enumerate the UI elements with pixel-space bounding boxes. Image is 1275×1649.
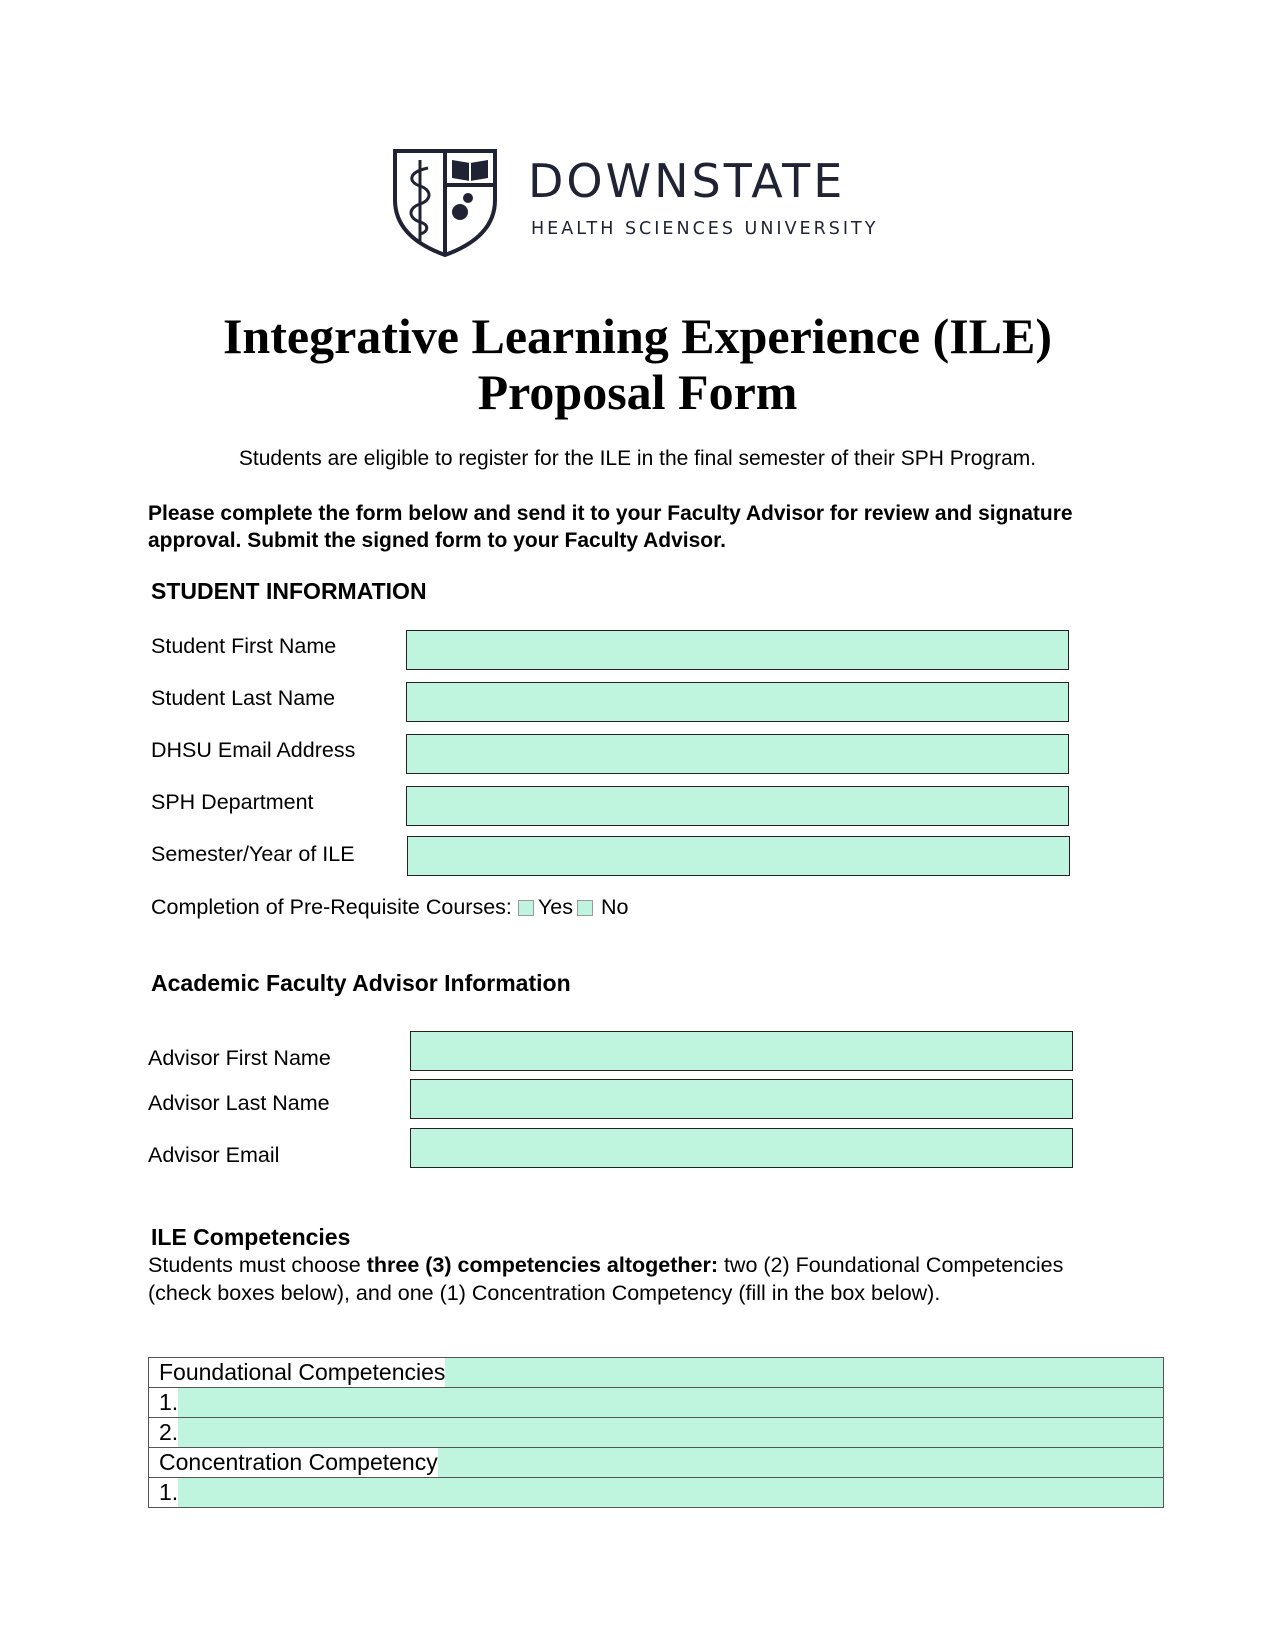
instructions: Please complete the form below and send it to your Faculty Advisor for review and signature approval. Submit the signed form to your Faculty Advisor. (148, 502, 1073, 552)
prereq-label: Completion of Pre-Requisite Courses: (151, 895, 512, 919)
advisor-info-heading: Academic Faculty Advisor Information (151, 970, 571, 996)
table-row (149, 1358, 1164, 1388)
advisor-email-field[interactable] (410, 1128, 1073, 1168)
logo-subtitle: HEALTH SCIENCES UNIVERSITY (531, 219, 879, 239)
student-last-name-field[interactable] (406, 682, 1069, 722)
table-row (149, 1388, 1164, 1418)
prereq-row (151, 895, 628, 920)
student-first-name-label: Student First Name (151, 634, 337, 658)
foundational-competency-2-field[interactable] (178, 1418, 1163, 1447)
table-row (149, 1448, 1164, 1478)
concentration-competency-1-field[interactable] (178, 1478, 1163, 1507)
prereq-yes-label: Yes (537, 895, 573, 919)
advisor-last-name-label: Advisor Last Name (148, 1091, 330, 1115)
foundational-competency-1-field[interactable] (178, 1388, 1163, 1417)
department-field[interactable] (406, 786, 1069, 826)
foundational-item-number: 2. (149, 1418, 178, 1447)
email-address-label: DHSU Email Address (151, 738, 356, 762)
eligibility-note: Students are eligible to register for the ILE in the final semester of their SPH Program. (238, 447, 1037, 470)
student-first-name-field[interactable] (406, 630, 1069, 670)
semester-year-label: Semester/Year of ILE (151, 842, 355, 866)
advisor-first-name-label: Advisor First Name (148, 1046, 331, 1070)
form-title-line2: Proposal Form (477, 364, 798, 420)
student-last-name-label: Student Last Name (151, 686, 336, 710)
competencies-table (148, 1357, 1164, 1508)
semester-year-field[interactable] (407, 836, 1070, 876)
logo-wordmark: DOWNSTATE (528, 154, 846, 208)
concentration-item-number: 1. (149, 1478, 178, 1507)
department-label: SPH Department (151, 790, 314, 814)
advisor-email-label: Advisor Email (148, 1143, 280, 1167)
concentration-header: Concentration Competency (149, 1448, 438, 1477)
competencies-instructions (148, 1251, 1068, 1307)
prereq-no-checkbox[interactable] (577, 900, 593, 916)
competencies-intro-bold: three (3) competencies altogether: (366, 1253, 718, 1277)
form-title-line1: Integrative Learning Experience (ILE) (222, 308, 1053, 364)
competencies-intro-text: Students must choose (148, 1253, 367, 1277)
concentration-header-fill (438, 1448, 1163, 1477)
competencies-intro-rest: two (2) Foundational Competencies (check boxes below), and one (1) Concentration Competency (fill in the box below). (148, 1253, 1064, 1305)
student-info-heading: STUDENT INFORMATION (151, 578, 427, 604)
foundational-item-number: 1. (149, 1388, 178, 1417)
table-row (149, 1478, 1164, 1508)
advisor-last-name-field[interactable] (410, 1079, 1073, 1119)
foundational-header: Foundational Competencies (149, 1358, 445, 1387)
competencies-heading: ILE Competencies (151, 1224, 351, 1250)
email-address-field[interactable] (406, 734, 1069, 774)
prereq-no-label: No (600, 895, 629, 919)
advisor-first-name-field[interactable] (410, 1031, 1073, 1071)
table-row (149, 1418, 1164, 1448)
prereq-yes-checkbox[interactable] (518, 900, 534, 916)
foundational-header-fill (445, 1358, 1163, 1387)
university-shield-logo (392, 148, 498, 258)
